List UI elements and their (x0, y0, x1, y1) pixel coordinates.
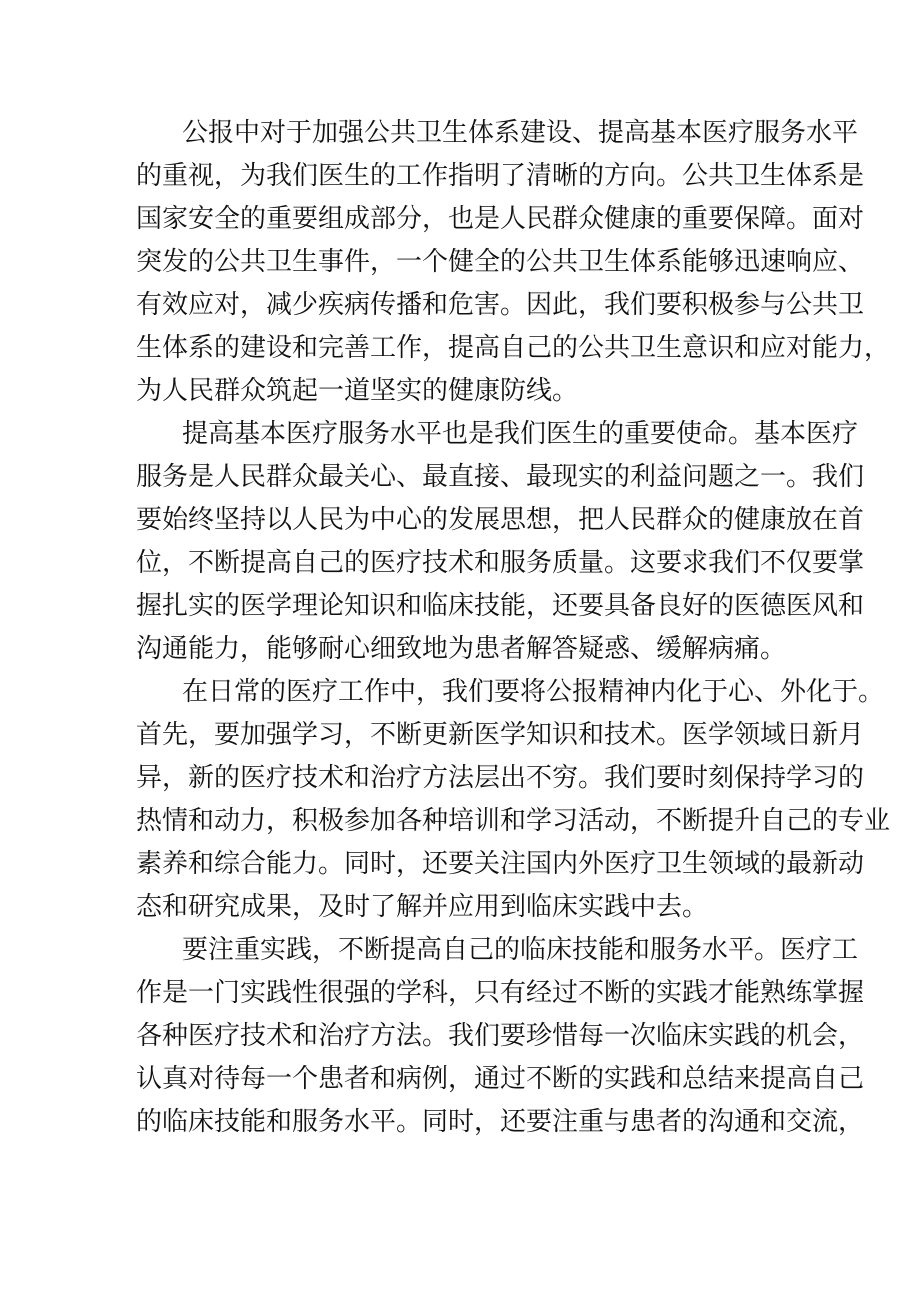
text-line: 握扎实的医学理论知识和临床技能，还要具备良好的医德医风和 (136, 591, 865, 621)
text-line: 热情和动力，积极参加各种培训和学习活动，不断提升自己的专业 (136, 806, 891, 836)
text-line: 突发的公共卫生事件，一个健全的公共卫生体系能够迅速响应、 (136, 247, 865, 277)
text-line: 的临床技能和服务水平。同时，还要注重与患者的沟通和交流， (136, 1107, 865, 1137)
text-line: 首先，要加强学习，不断更新医学知识和技术。医学领域日新月 (136, 720, 865, 750)
paragraph-public-health-system (136, 112, 891, 413)
text-line: 国家安全的重要组成部分，也是人民群众健康的重要保障。面对 (136, 204, 865, 234)
text-line: 提高基本医疗服务水平也是我们医生的重要使命。基本医疗 (182, 419, 859, 449)
text-line: 作是一门实践性很强的学科，只有经过不断的实践才能熟练掌握 (136, 978, 865, 1008)
text-line: 沟通能力，能够耐心细致地为患者解答疑惑、缓解病痛。 (136, 634, 787, 664)
text-line: 素养和综合能力。同时，还要关注国内外医疗卫生领域的最新动 (136, 849, 865, 879)
text-line: 异，新的医疗技术和治疗方法层出不穷。我们要时刻保持学习的 (136, 763, 865, 793)
text-line: 在日常的医疗工作中，我们要将公报精神内化于心、外化于。 (182, 677, 885, 707)
text-line: 公报中对于加强公共卫生体系建设、提高基本医疗服务水平 (182, 118, 859, 148)
text-line: 生体系的建设和完善工作，提高自己的公共卫生意识和应对能力， (136, 333, 891, 363)
paragraph-practice (136, 929, 865, 1144)
document-body (136, 112, 891, 1144)
paragraph-basic-medical-service (136, 413, 865, 671)
text-line: 要始终坚持以人民为中心的发展思想，把人民群众的健康放在首 (136, 505, 865, 535)
text-line: 为人民群众筑起一道坚实的健康防线。 (136, 376, 579, 406)
paragraph-daily-work-learning (136, 671, 891, 929)
text-line: 有效应对，减少疾病传播和危害。因此，我们要积极参与公共卫 (136, 290, 865, 320)
text-line: 各种医疗技术和治疗方法。我们要珍惜每一次临床实践的机会， (136, 1021, 865, 1051)
text-line: 态和研究成果，及时了解并应用到临床实践中去。 (136, 892, 709, 922)
text-line: 位，不断提高自己的医疗技术和服务质量。这要求我们不仅要掌 (136, 548, 865, 578)
text-line: 要注重实践，不断提高自己的临床技能和服务水平。医疗工 (182, 935, 859, 965)
text-line: 服务是人民群众最关心、最直接、最现实的利益问题之一。我们 (136, 462, 865, 492)
text-line: 认真对待每一个患者和病例，通过不断的实践和总结来提高自己 (136, 1064, 865, 1094)
text-line: 的重视，为我们医生的工作指明了清晰的方向。公共卫生体系是 (136, 161, 865, 191)
